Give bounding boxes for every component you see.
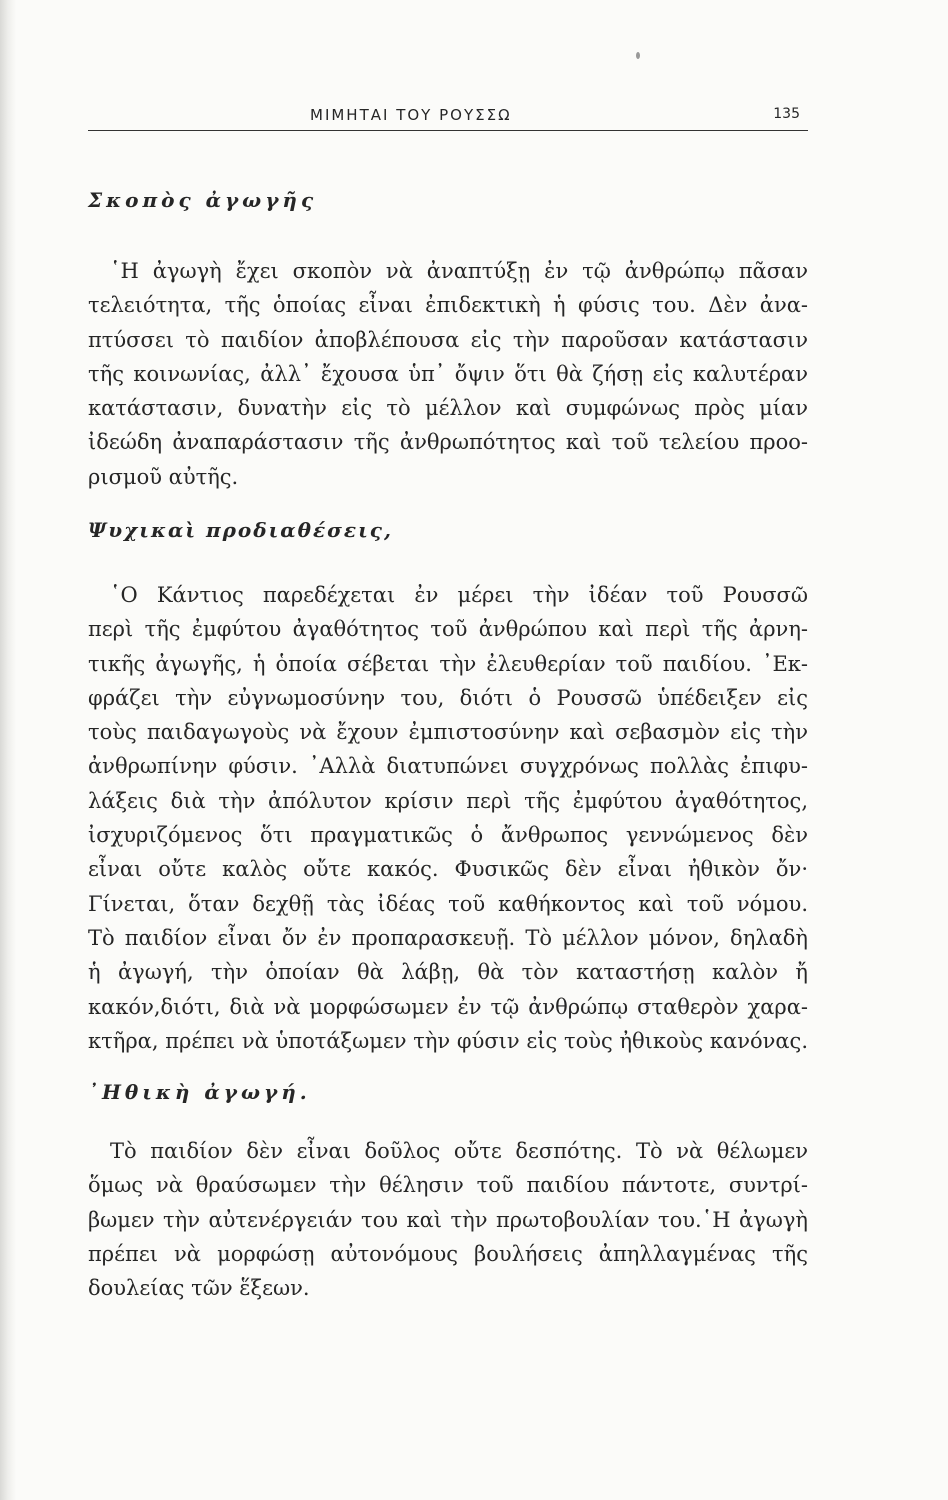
- running-title: ΜΙΜΗΤΑΙ ΤΟΥ ΡΟΥΣΣΩ: [310, 106, 512, 124]
- text-line: τικῆς ἀγωγῆς, ἡ ὁποία σέβεται τὴν ἐλευθερίαν τοῦ παιδίου. ᾿Εκ-: [88, 651, 808, 676]
- text-line: ἰσχυριζόμενος ὅτι πραγματικῶς ὁ ἄνθρωπος γεννώμενος δὲν: [88, 823, 808, 848]
- text-line: τοὺς παιδαγωγοὺς νὰ ἔχουν ἐμπιστοσύνην καὶ σεβασμὸν εἰς τὴν: [88, 720, 808, 745]
- text-line: ῾Ο Κάντιος παρεδέχεται ἐν μέρει τὴν ἰδέαν τοῦ Ρουσσῶ: [110, 583, 808, 607]
- text-line: εἶναι οὔτε καλὸς οὔτε κακός. Φυσικῶς δὲν εἶναι ἠθικὸν ὄν·: [88, 857, 808, 882]
- binding-shadow: [0, 0, 16, 1500]
- text-line: ἰδεώδη ἀναπαράστασιν τῆς ἀνθρωπότητος καὶ τοῦ τελείου προο-: [88, 430, 808, 455]
- text-line: ῾Η ἀγωγὴ ἔχει σκοπὸν νὰ ἀναπτύξῃ ἐν τῷ ἀνθρώπῳ πᾶσαν: [110, 259, 808, 283]
- paragraph-aim-of-education: [88, 254, 808, 494]
- text-line: βωμεν τὴν αὐτενέργειάν του καὶ τὴν πρωτοβουλίαν του.῾Η ἀγωγὴ: [88, 1207, 808, 1232]
- text-line: κακόν,διότι, διὰ νὰ μορφώσωμεν ἐν τῷ ἀνθρώπῳ σταθερὸν χαρα-: [88, 994, 808, 1019]
- section-heading-moral-education: ᾿Ηθικὴ ἀγωγή.: [88, 1080, 311, 1104]
- text-line: τελειότητα, τῆς ὁποίας εἶναι ἐπιδεκτικὴ ἡ φύσις του. Δὲν ἀνα-: [88, 293, 808, 318]
- text-line: φράζει τὴν εὐγνωμοσύνην του, διότι ὁ Ρουσσῶ ὑπέδειξεν εἰς: [88, 685, 808, 710]
- text-line: τῆς κοινωνίας, ἀλλ᾿ ἔχουσα ὑπ᾿ ὄψιν ὅτι θὰ ζήσῃ εἰς καλυτέραν: [88, 361, 808, 386]
- text-line: ἀνθρωπίνην φύσιν. ᾿Αλλὰ διατυπώνει συγχρόνως πολλὰς ἐπιφυ-: [88, 754, 808, 779]
- paragraph-psychic-predispositions: [88, 578, 808, 1058]
- text-line: Γίνεται, ὅταν δεχθῇ τὰς ἰδέας τοῦ καθήκοντος καὶ τοῦ νόμου.: [88, 891, 808, 916]
- text-line: ἡ ἀγωγή, τὴν ὁποίαν θὰ λάβῃ, θὰ τὸν καταστήσῃ καλὸν ἤ: [88, 960, 808, 985]
- paragraph-moral-education: [88, 1134, 808, 1305]
- section-heading-aim-of-education: Σκοπὸς ἀγωγῆς: [88, 188, 318, 212]
- text-line: περὶ τῆς ἐμφύτου ἀγαθότητος τοῦ ἀνθρώπου καὶ περὶ τῆς ἀρνη-: [88, 617, 808, 642]
- page-number: 135: [773, 106, 800, 122]
- section-heading-psychic-predispositions: Ψυχικαὶ προδιαθέσεις,: [88, 518, 393, 542]
- text-line: πρέπει νὰ μορφώσῃ αὐτονόμους βουλήσεις ἀπηλλαγμένας τῆς: [88, 1241, 808, 1266]
- text-line: δουλείας τῶν ἕξεων.: [88, 1276, 310, 1301]
- text-line: Τὸ παιδίον εἶναι ὄν ἐν προπαρασκευῇ. Τὸ μέλλον μόνον, δηλαδὴ: [88, 925, 808, 950]
- text-line: Τὸ παιδίον δὲν εἶναι δοῦλος οὔτε δεσπότης. Τὸ νὰ θέλωμεν: [110, 1139, 808, 1163]
- text-line: πτύσσει τὸ παιδίον ἀποβλέπουσα εἰς τὴν παροῦσαν κατάστασιν: [88, 327, 808, 352]
- text-line: λάξεις διὰ τὴν ἀπόλυτον κρίσιν περὶ τῆς ἐμφύτου ἀγαθότητος,: [88, 788, 808, 813]
- text-line: κτῆρα, πρέπει νὰ ὑποτάξωμεν τὴν φύσιν εἰς τοὺς ἠθικοὺς κανόνας.: [88, 1028, 808, 1053]
- text-line: ρισμοῦ αὐτῆς.: [88, 464, 239, 489]
- running-header: [88, 104, 808, 131]
- text-line: ὅμως νὰ θραύσωμεν τὴν θέλησιν τοῦ παιδίου πάντοτε, συντρί-: [88, 1173, 808, 1198]
- text-line: κατάστασιν, δυνατὴν εἰς τὸ μέλλον καὶ συμφώνως πρὸς μίαν: [88, 396, 808, 421]
- book-page: [88, 0, 808, 1500]
